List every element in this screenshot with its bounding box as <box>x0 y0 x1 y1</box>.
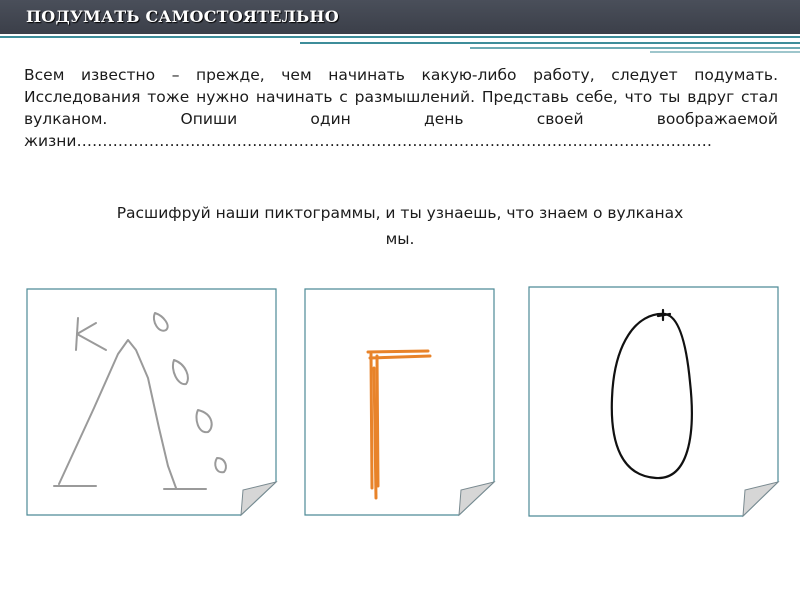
pictogram-card-g <box>304 288 500 518</box>
volcano-pictogram <box>26 288 282 518</box>
header-bar <box>0 0 800 34</box>
header-stripes <box>0 34 800 54</box>
pictogram-card-o <box>528 286 784 520</box>
pictogram-card-volcano <box>26 288 282 518</box>
intro-paragraph: Всем известно – прежде, чем начинать какую-либо работу, следует подумать. Исследования тоже нужно начинать с размышлений. Представь себе, что ты вдруг стал вулканом. Опиши один день своей воображаемой жизни…………………………………………………………………………………………………………… <box>24 66 778 150</box>
slide-title: ПОДУМАТЬ САМОСТОЯТЕЛЬНО <box>26 7 339 26</box>
letter-o-pictogram <box>528 286 784 520</box>
letter-g-pictogram <box>304 288 500 518</box>
task-instruction: Расшифруй наши пиктограммы, и ты узнаешь, что знаем о вулканах мы. <box>116 204 684 248</box>
